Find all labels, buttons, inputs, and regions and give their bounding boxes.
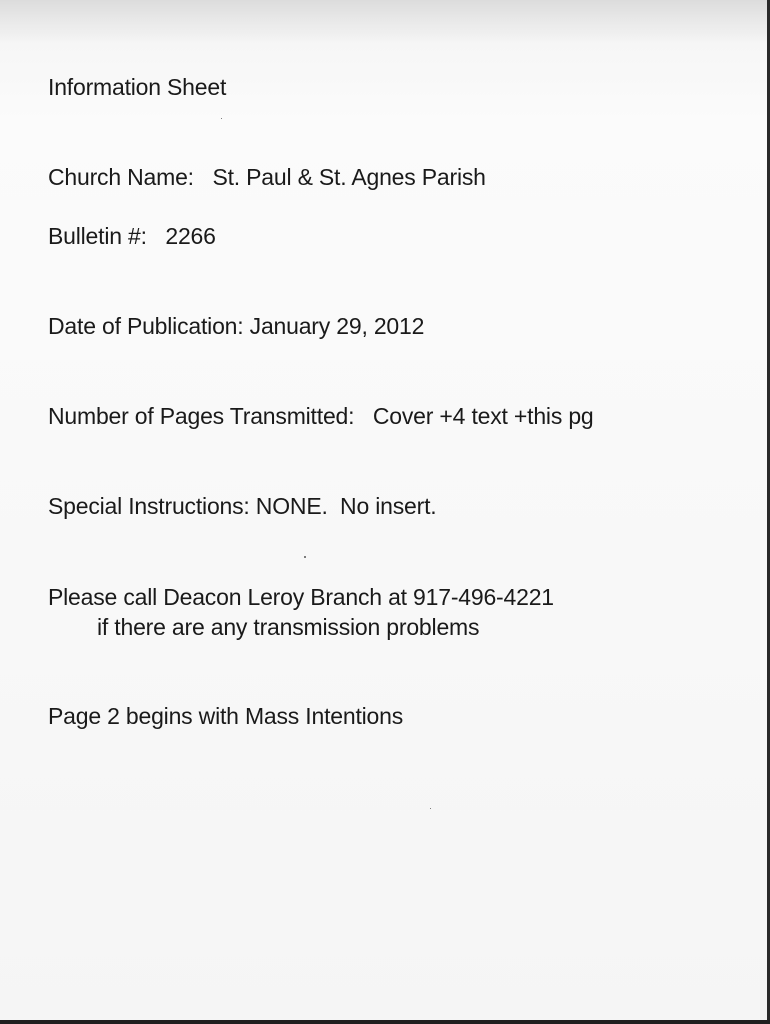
- sheet-title: Information Sheet: [48, 74, 227, 100]
- special-instructions-line: Special Instructions: NONE. No insert.: [48, 493, 437, 519]
- contact-line: Please call Deacon Leroy Branch at 917-496-4221: [48, 584, 554, 610]
- bulletin-number-line: Bulletin #: 2266: [48, 223, 216, 249]
- scan-edge-bottom: [0, 1020, 770, 1024]
- page-two-note: Page 2 begins with Mass Intentions: [48, 703, 404, 729]
- church-name-line: Church Name: St. Paul & St. Agnes Parish: [48, 164, 486, 190]
- scan-speck: [221, 118, 222, 119]
- scan-speck: [304, 556, 306, 558]
- pages-transmitted-line: Number of Pages Transmitted: Cover +4 text +this pg: [48, 403, 594, 429]
- scan-shadow-top: [0, 0, 770, 44]
- scan-speck: [430, 808, 431, 809]
- contact-line-continued: if there are any transmission problems: [97, 614, 480, 640]
- publication-date-line: Date of Publication: January 29, 2012: [48, 313, 425, 339]
